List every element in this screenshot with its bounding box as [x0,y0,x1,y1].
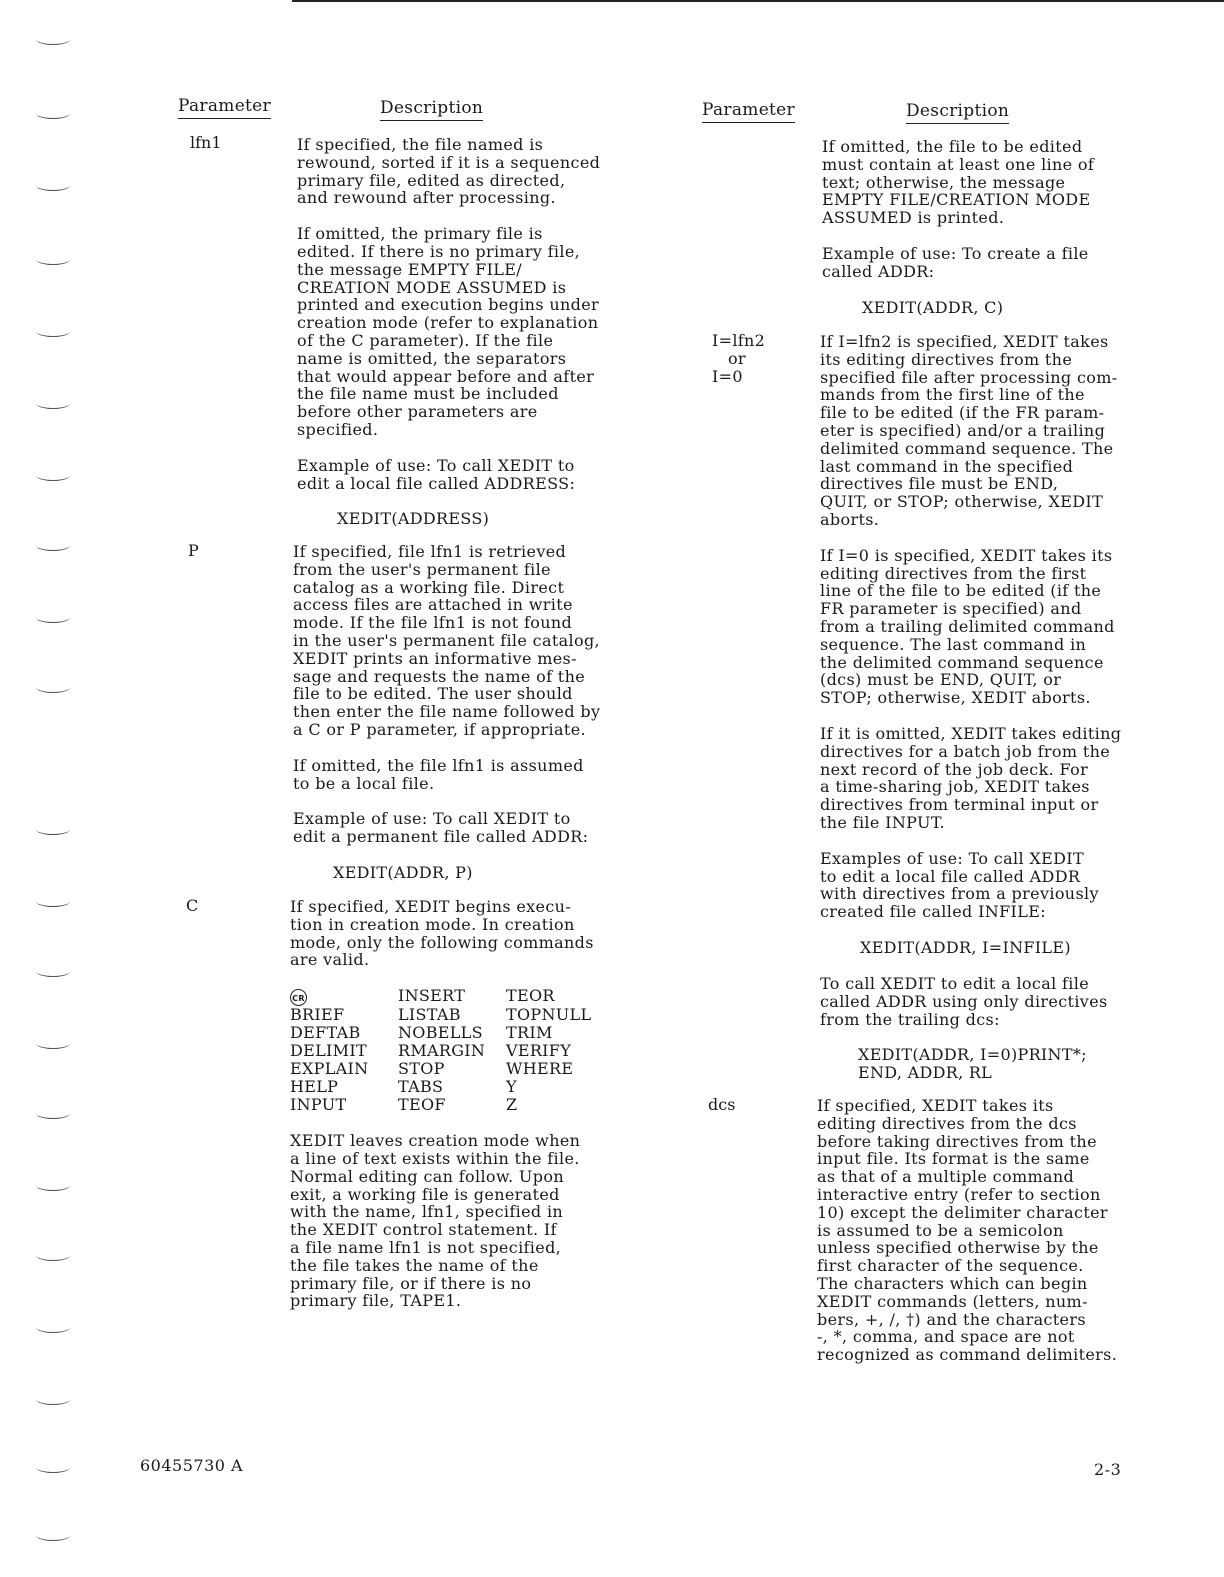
lfn1-description [297,136,637,528]
command-cell: HELP [290,1077,339,1097]
command-cell: DEFTAB [290,1023,361,1043]
param-lfn1: lfn1 [190,133,222,152]
binder-hole-mark [36,1250,70,1261]
param-i-zero: I=0 [712,367,743,386]
c-example-text: Example of use: To create a file called ADDR: [822,243,1089,281]
binder-hole-mark [36,1108,70,1119]
param-c: C [186,896,199,915]
param-dcs: dcs [708,1095,736,1114]
command-row [290,987,591,1006]
param-i-or: or [728,349,746,368]
binder-hole-mark [36,34,70,45]
lfn1-specified-text: If specified, the file named is rewound, sorted if it is a sequenced primary file, edited as directed, and rewound after processing. [297,135,601,208]
i-zero-text: If I=0 is specified, XEDIT takes its editing directives from the first line of the file to be edited (if the FR parameter is specified) and from a trailing delimited command sequence. The last command in the delimited command sequence (dcs) must be END, QUIT, or STOP; otherwise, XEDIT aborts. [820,545,1115,708]
dcs-specified-text: If specified, XEDIT takes its editing directives from the dcs before taking directives from the input file. Its format is the same as that of a multiple command interactive entry (refer to section 10) except the delimiter character is assumed to be a semicolon unless specified otherwise by the first character of the sequence. The characters which can begin XEDIT commands (letters, num- bers, +, /, †) and the characters -, *, comma, and space are not recognized as command delimiters. [817,1096,1118,1365]
command-row [290,1078,591,1096]
command-cell: VERIFY [506,1041,572,1061]
binder-hole-mark [36,896,70,907]
document-number: 60455730 A [140,1456,244,1475]
binder-hole-mark [36,1394,70,1405]
i-example-command-1: XEDIT(ADDR, I=INFILE) [860,937,1071,957]
binder-hole-mark [36,966,70,977]
binder-hole-mark [36,470,70,481]
binder-hole-mark [36,824,70,835]
c-leaves-creation-text: XEDIT leaves creation mode when a line of text exists within the file. Normal editing can follow. Upon exit, a working file is generated with the name, lfn1, specified in the XEDIT control statement. If a file name lfn1 is not specified, the file takes the name of the primary file, or if there is no primary file, TAPE1. [290,1131,581,1311]
command-cell: STOP [398,1059,445,1079]
i-trailing-dcs-text: To call XEDIT to edit a local file called ADDR using only directives from the trailing dcs: [820,973,1108,1029]
binder-hole-mark [36,180,70,191]
c-omitted-text: If omitted, the file to be edited must contain at least one line of text; otherwise, the message EMPTY FILE/CREATION MODE ASSUMED is printed. [822,137,1095,228]
binder-hole-mark [36,398,70,409]
command-cell: WHERE [506,1059,574,1079]
command-cell: TOPNULL [506,1005,592,1025]
c-description [290,898,630,1310]
binder-hole-mark [36,682,70,693]
carriage-return-key-icon: CR [290,989,307,1006]
command-cell: BRIEF [290,1005,345,1025]
binder-hole-mark [36,1322,70,1333]
command-cell: Z [506,1095,518,1115]
binder-hole-mark [36,1038,70,1049]
p-specified-text: If specified, file lfn1 is retrieved from the user's permanent file catalog as a working file. Direct access files are attached in write mode. If the file lfn1 is not found in the user's permanent file catalog, XEDIT prints an informative mes- sage and requests the name of the file to be edited. The user should then enter the file name followed by a C or P parameter, if appropriate. [293,542,601,739]
creation-mode-commands-table [290,987,591,1114]
command-cell: TABS [398,1077,444,1097]
binder-hole-mark [36,1530,70,1541]
i-description [820,333,1165,1082]
lfn1-example-command: XEDIT(ADDRESS) [337,509,490,529]
c-continued-description [822,138,1162,317]
binder-hole-mark [36,108,70,119]
command-cell: LISTAB [398,1005,461,1025]
left-description-header: Description [380,98,483,121]
i-lfn2-text: If I=lfn2 is specified, XEDIT takes its editing directives from the specified file after processing com- mands from the first line of the file to be edited (if the FR param- eter is specified) and/or a trailing delimited command sequence. The last command in the specified directives file must be END, QUIT, or STOP; otherwise, XEDIT aborts. [820,332,1118,529]
top-rule [292,0,1224,2]
i-examples-text: Examples of use: To call XEDIT to edit a local file called ADDR with directives from a previously created file called INFILE: [820,848,1099,922]
command-cell: EXPLAIN [290,1059,369,1079]
command-row [290,1060,591,1078]
command-cell: RMARGIN [398,1041,486,1061]
command-cell: INSERT [398,986,466,1006]
left-parameter-header: Parameter [178,96,271,119]
p-description [293,543,633,882]
p-example-command: XEDIT(ADDR, P) [333,862,473,882]
i-example-command-2: XEDIT(ADDR, I=0)PRINT*; END, ADDR, RL [858,1045,1087,1083]
right-description-header: Description [906,101,1009,124]
binder-hole-mark [36,1180,70,1191]
command-cell [290,987,398,1006]
lfn1-omitted-text: If omitted, the primary file is edited. If there is no primary file, the message EMPTY FILE/ CREATION MODE ASSUMED is printed and execution begins under creation mode (refer to explanation of the C parameter). If the file name is omitted, the separators that would appear before and after the file name must be included before other parameters are specified. [297,224,600,439]
dcs-description [817,1097,1162,1364]
binder-hole-mark [36,540,70,551]
p-omitted-text: If omitted, the file lfn1 is assumed to be a local file. [293,755,584,793]
i-omitted-text: If it is omitted, XEDIT takes editing directives for a batch job from the next record of the job deck. For a time-sharing job, XEDIT takes directives from terminal input or the file INPUT. [820,723,1122,832]
command-cell: NOBELLS [398,1023,483,1043]
page-number: 2-3 [1094,1460,1122,1479]
binder-hole-mark [36,612,70,623]
command-cell: TRIM [506,1023,553,1043]
command-row [290,1024,591,1042]
right-parameter-header: Parameter [702,100,795,123]
command-row [290,1096,591,1114]
binder-hole-mark [36,1462,70,1473]
command-cell: INPUT [290,1095,347,1115]
command-row [290,1006,591,1024]
command-row [290,1042,591,1060]
c-example-command: XEDIT(ADDR, C) [862,297,1004,317]
command-cell: TEOR [506,986,555,1006]
binder-hole-mark [36,326,70,337]
command-cell: Y [506,1077,517,1097]
binder-hole-mark [36,254,70,265]
lfn1-example-text: Example of use: To call XEDIT to edit a local file called ADDRESS: [297,455,576,493]
command-cell: TEOF [398,1095,446,1115]
p-example-text: Example of use: To call XEDIT to edit a permanent file called ADDR: [293,809,589,847]
c-specified-text: If specified, XEDIT begins execu- tion in creation mode. In creation mode, only the following commands are valid. [290,897,594,970]
command-cell: DELIMIT [290,1041,367,1061]
param-i-lfn2: I=lfn2 [712,331,766,350]
param-i [712,332,765,386]
param-p: P [188,541,199,560]
